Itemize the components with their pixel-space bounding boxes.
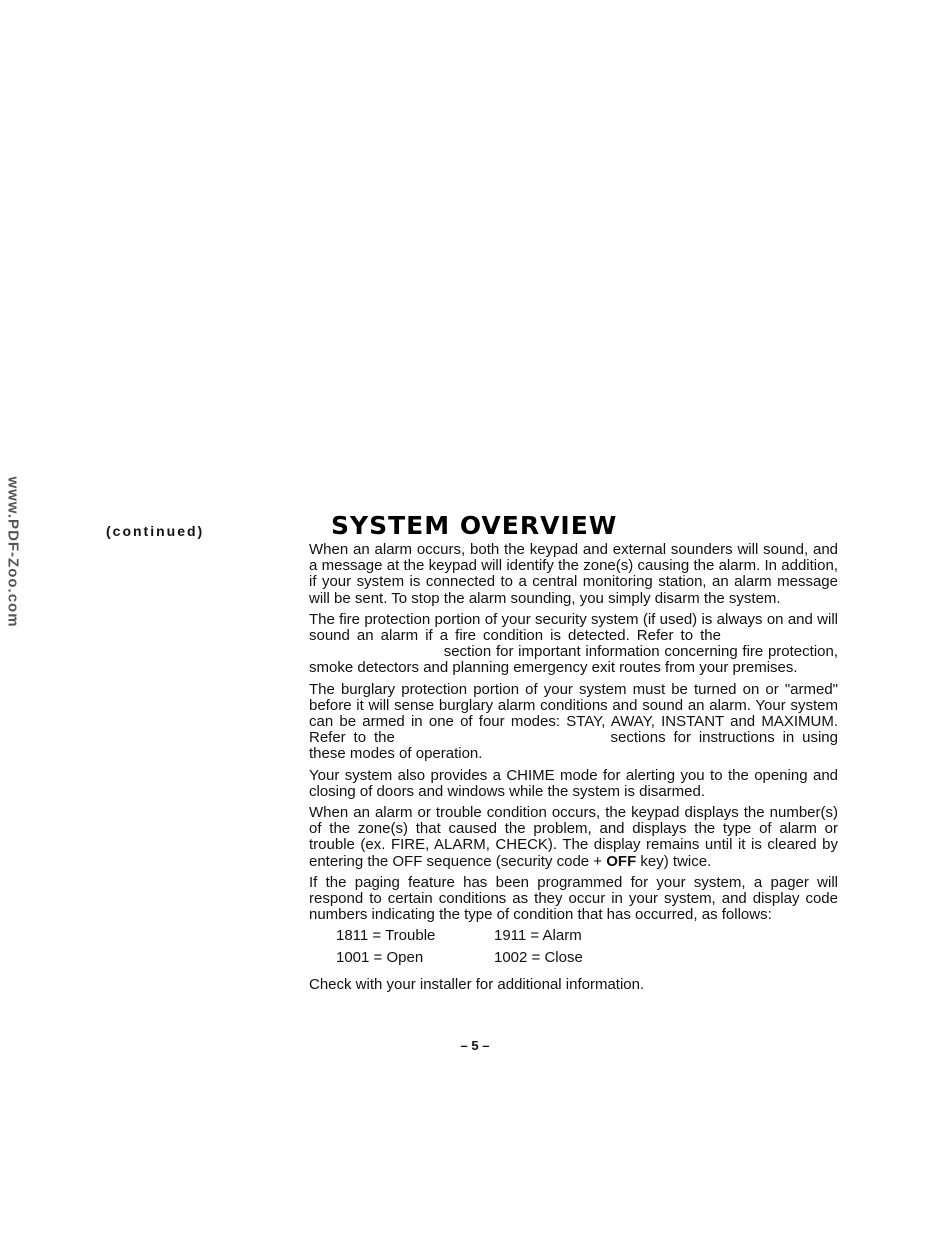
paragraph-burglary bbox=[309, 682, 838, 763]
code-list bbox=[309, 928, 838, 972]
code-close: 1002 = Close bbox=[494, 949, 583, 967]
continued-label: (continued) bbox=[106, 523, 205, 539]
page-number: – 5 – bbox=[460, 1038, 490, 1053]
paragraph-alarm: When an alarm occurs, both the keypad and external sounders will sound, and a message at the keypad will identify the zone(s) causing the alarm. In addition, if your system is connected to a central monitoring station, an alarm message will be sent. To stop the alarm sounding, you simply disarm the system. bbox=[309, 541, 838, 607]
code-open: 1001 = Open bbox=[336, 949, 424, 967]
off-key-label: OFF bbox=[606, 852, 637, 870]
code-row bbox=[309, 950, 838, 972]
paragraph-display bbox=[309, 805, 838, 870]
paragraph-display-start: When an alarm or trouble condition occurs, the keypad displays the number(s) of the zone(s) that caused the problem, and displays the type of alarm or trouble (ex. FIRE, ALARM, CHECK). The display remains until it is cleared by entering the OFF sequence (security code + bbox=[309, 804, 838, 870]
paragraph-paging: If the paging feature has been programmed for your system, a pager will respond to certain conditions as they occur in your system, and display code numbers indicating the type of condition that has occurred, as follows: bbox=[309, 873, 838, 924]
paragraph-burglary-start: The burglary protection portion of your system must be turned on or "armed" before it will sense burglary alarm conditions and sound an alarm. Your system can be armed in one of four modes: STAY, AWAY, INSTANT and MAXIMUM. Refer to the bbox=[309, 680, 838, 747]
body-text bbox=[309, 542, 838, 999]
paragraph-fire-start: The fire protection portion of your security system (if used) is always on and will sound an alarm if a fire condition is detected. Refer to the bbox=[309, 610, 838, 645]
paragraph-fire-end: section for important information concerning fire protection, smoke detectors and planning emergency exit routes from your premises. bbox=[309, 643, 838, 677]
code-trouble: 1811 = Trouble bbox=[336, 927, 436, 945]
paragraph-chime: Your system also provides a CHIME mode for alerting you to the opening and closing of doors and windows while the system is disarmed. bbox=[309, 766, 838, 800]
watermark: www.PDF-Zoo.com bbox=[4, 476, 22, 628]
paragraph-display-end: key) twice. bbox=[640, 852, 712, 870]
code-alarm: 1911 = Alarm bbox=[494, 927, 582, 945]
code-row bbox=[309, 928, 838, 950]
paragraph-fire bbox=[309, 612, 838, 677]
section-title: SYSTEM OVERVIEW bbox=[331, 511, 618, 540]
paragraph-installer: Check with your installer for additional information. bbox=[309, 976, 645, 994]
paragraph-burglary-end: sections for instructions in using these modes of operation. bbox=[309, 729, 838, 763]
